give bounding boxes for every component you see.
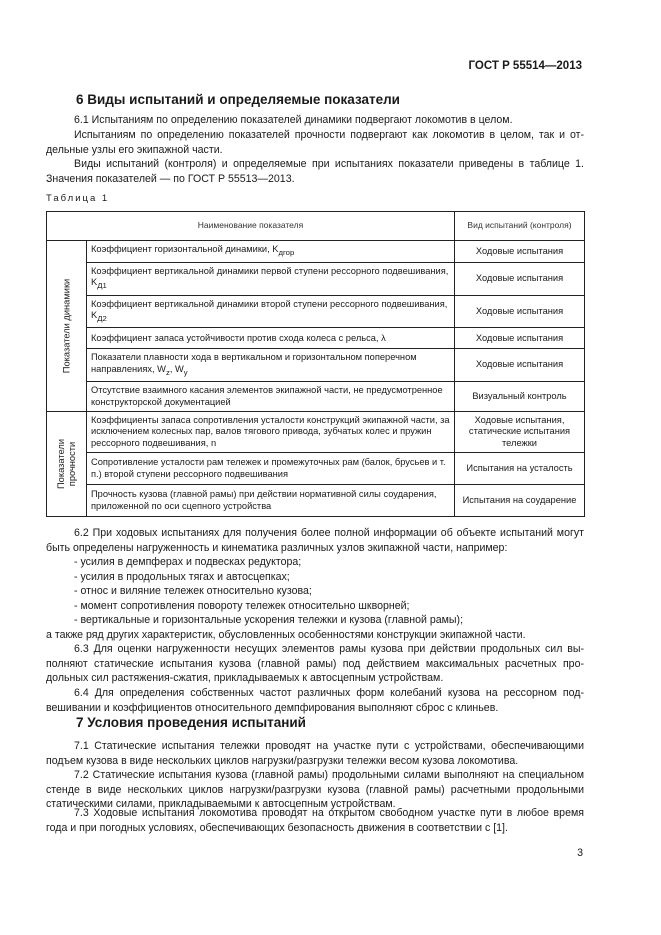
row-type: Испытания на соударение: [455, 485, 585, 517]
table-row: [47, 241, 585, 263]
row-type: Ходовые испытания: [455, 295, 585, 328]
list-item: - момент сопротивления повороту тележек относительно шкворней;: [74, 599, 410, 612]
row-name: Коэффициент запаса устойчивости против схода колеса с рельса, λ: [87, 328, 455, 349]
paragraph-strength: Испытаниям по определению показателей прочности подвергают как локомотив в целом, так и отдельные узлы его экипажной части.: [46, 129, 584, 156]
row-subscript: дгор: [278, 248, 295, 258]
paragraph-6-4: 6.4 Для определения собственных частот различных форм колебаний кузова на рессорном подвешивании и коэффициентов относительного демпфирования выполняют сброс с клиньев.: [46, 687, 584, 714]
header-test-type: Вид испытаний (контроля): [455, 212, 585, 241]
paragraph-6-2: 6.2 При ходовых испытаниях для получения более полной информации об объекте испытаний могут быть определены нагруженность и кинематика различных узлов экипажной части, например:: [46, 527, 584, 554]
header-indicator-name: Наименование показателя: [47, 212, 455, 241]
row-type: Визуальный контроль: [455, 382, 585, 412]
section-6-title: 6 Виды испытаний и определяемые показатели: [76, 92, 400, 107]
row-type: Ходовые испытания: [455, 349, 585, 382]
group-strength-label: Показатели прочности: [55, 439, 77, 490]
paragraph-6-1: 6.1 Испытаниям по определению показателей динамики подвергают локомотив в целом.: [74, 114, 513, 126]
standard-number: ГОСТ Р 55514—2013: [468, 60, 582, 72]
table-row: [47, 349, 585, 382]
list-item: - вертикальные и горизонтальные ускорения тележки и кузова (главной рамы);: [74, 614, 464, 627]
table-row: [47, 263, 585, 296]
group-strength: [47, 412, 87, 517]
list-item: - усилия в демпферах и подвесках редуктора;: [74, 556, 302, 568]
row-name: Коэффициент горизонтальной динамики, K: [91, 244, 279, 255]
section-7-title: 7 Условия проведения испытаний: [76, 715, 306, 730]
row-name: Отсутствие взаимного касания элементов экипажной части, не предусмотренное конструкторской документацией: [87, 382, 455, 412]
row-type: Ходовые испытания: [455, 241, 585, 263]
row-subscript: y: [183, 367, 188, 377]
row-name: Коэффициент вертикальной динамики первой ступени рессорного подвешивания, K: [91, 266, 449, 288]
list-item: - усилия в продольных тягах и автосцепках;: [74, 570, 290, 583]
row-name: Коэффициент вертикальной динамики второй ступени рессорного подвешивания, K: [91, 298, 448, 321]
measurement-list: [46, 555, 584, 643]
row-name-cont: , W: [169, 363, 184, 374]
paragraph-7-3: 7.3 Ходовые испытания локомотива проводят на открытом свободном участке пути в любое время года и при погодных условиях, обеспечивающих безопасность движения в соответствии с [1].: [46, 807, 584, 834]
row-name: Сопротивление усталости рам тележек и промежуточных рам (балок, брусьев и т. п.) второй ступени рессорного подвешивания: [87, 453, 455, 485]
group-dynamics-label: Показатели динамики: [61, 278, 71, 374]
table-row: [47, 295, 585, 328]
row-name: Прочность кузова (главной рамы) при действии нормативной силы соударения, приложенной по оси сцепного устройства: [87, 485, 455, 517]
row-subscript: Д1: [97, 281, 107, 291]
paragraph-table-ref: Виды испытаний (контроля) и определяемые при испытаниях показатели приведены в таблице 1. Значения показателей — по ГОСТ Р 55513—2013.: [46, 158, 584, 185]
row-name: Коэффициенты запаса сопротивления усталости конструкций экипажной части, за исключением колесных пар, валов тягового привода, зубчатых колес и пружин рессорного подвешивания, n: [87, 412, 455, 453]
paragraph-7-2: 7.2 Статические испытания кузова (главной рамы) продольными силами выполняют на специальном стенде в виде нескольких циклов нагрузки/разгрузки кузова (главной рамы) расчетными продольными статическими силами, прикладываемыми к автосцепным устройствам.: [46, 769, 584, 811]
group-dynamics: [47, 241, 87, 412]
row-type: Ходовые испытания: [455, 263, 585, 296]
table-row: [47, 485, 585, 517]
row-type: Испытания на усталость: [455, 453, 585, 485]
row-subscript: Д2: [97, 313, 107, 323]
table-row: [47, 453, 585, 485]
page-number: 3: [577, 847, 583, 859]
row-type: Ходовые испытания, статические испытания тележки: [455, 412, 585, 453]
table-caption: Таблица 1: [46, 193, 110, 204]
paragraph-6-3: 6.3 Для оценки нагруженности несущих элементов рамы кузова при действии продольных сил выполняют статические испытания кузова (главной рамы) под действием максимальных расчетных продольных сил растяжения-сжатия, прикладываемых к автосцепным устройствам.: [46, 643, 584, 685]
list-tail: а также ряд других характеристик, обусловленных особенностями конструкции экипажной части.: [46, 628, 526, 641]
list-item: - относ и виляние тележек относительно кузова;: [74, 585, 312, 598]
indicators-table: [46, 211, 585, 517]
paragraph-7-1: 7.1 Статические испытания тележки проводят на участке пути с устройствами, обеспечивающими подъем кузова в виде нескольких циклов нагрузки/разгрузки тележки весом кузова локомотива.: [46, 740, 584, 767]
row-type: Ходовые испытания: [455, 328, 585, 349]
row-name: Показатели плавности хода в вертикальном и горизонтальном поперечном направлениях, W: [91, 352, 417, 374]
table-row: [47, 382, 585, 412]
table-row: [47, 328, 585, 349]
table-row: [47, 412, 585, 453]
row-subscript: z: [165, 367, 170, 377]
